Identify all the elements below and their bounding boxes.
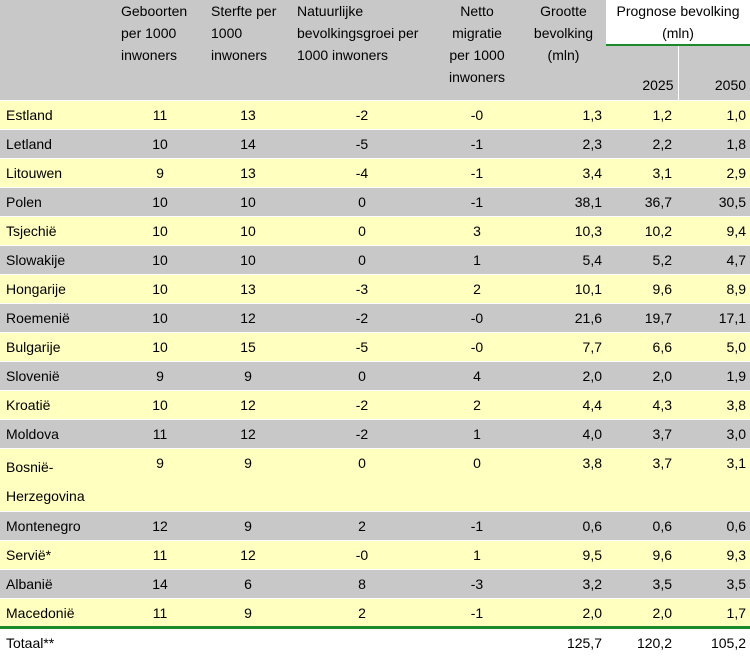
table-row — [0, 304, 750, 333]
table-row — [0, 275, 750, 304]
forecast-2050-cell: 17,1 — [676, 304, 750, 333]
table-row — [0, 512, 750, 541]
migration-cell: -1 — [433, 159, 521, 188]
total-2050: 105,2 — [676, 628, 750, 657]
births-cell: 9 — [115, 449, 205, 512]
size-cell: 3,2 — [521, 570, 606, 599]
births-cell: 12 — [115, 512, 205, 541]
deaths-cell: 15 — [205, 333, 291, 362]
births-cell: 14 — [115, 570, 205, 599]
deaths-cell: 14 — [205, 130, 291, 159]
table-row — [0, 333, 750, 362]
forecast-2050-cell: 3,8 — [676, 391, 750, 420]
forecast-2025-cell: 2,2 — [606, 130, 676, 159]
size-cell: 2,0 — [521, 599, 606, 628]
forecast-2050-cell: 5,0 — [676, 333, 750, 362]
country-cell: Slovenië — [0, 362, 115, 391]
deaths-cell: 10 — [205, 246, 291, 275]
forecast-2050-cell: 2,9 — [676, 159, 750, 188]
births-cell: 10 — [115, 333, 205, 362]
natural-growth-cell: 8 — [291, 570, 433, 599]
size-cell: 7,7 — [521, 333, 606, 362]
natural-growth-cell: 0 — [291, 362, 433, 391]
deaths-cell: 9 — [205, 599, 291, 628]
table-row — [0, 420, 750, 449]
natural-growth-cell: -5 — [291, 333, 433, 362]
forecast-2025-cell: 0,6 — [606, 512, 676, 541]
deaths-cell: 12 — [205, 541, 291, 570]
forecast-2050-cell: 1,7 — [676, 599, 750, 628]
forecast-2050-cell: 3,0 — [676, 420, 750, 449]
births-cell: 10 — [115, 304, 205, 333]
deaths-cell: 9 — [205, 362, 291, 391]
natural-growth-cell: 0 — [291, 246, 433, 275]
births-cell: 10 — [115, 188, 205, 217]
table-row — [0, 599, 750, 628]
country-cell: Tsjechië — [0, 217, 115, 246]
deaths-cell: 13 — [205, 275, 291, 304]
size-cell: 9,5 — [521, 541, 606, 570]
forecast-2025-cell: 3,7 — [606, 420, 676, 449]
migration-cell: 2 — [433, 391, 521, 420]
size-cell: 38,1 — [521, 188, 606, 217]
header-deaths: Sterfte per 1000 inwoners — [205, 0, 291, 101]
deaths-cell: 12 — [205, 304, 291, 333]
table-row — [0, 362, 750, 391]
natural-growth-cell: -3 — [291, 275, 433, 304]
forecast-2050-cell: 4,7 — [676, 246, 750, 275]
country-cell: Albanië — [0, 570, 115, 599]
country-cell: Letland — [0, 130, 115, 159]
country-cell: Montenegro — [0, 512, 115, 541]
deaths-cell: 9 — [205, 449, 291, 512]
natural-growth-cell: 2 — [291, 512, 433, 541]
size-cell: 0,6 — [521, 512, 606, 541]
country-cell: Estland — [0, 101, 115, 130]
natural-growth-cell: -2 — [291, 391, 433, 420]
forecast-2025-cell: 3,1 — [606, 159, 676, 188]
size-cell: 5,4 — [521, 246, 606, 275]
country-cell: Bosnië- Herzegovina — [0, 449, 115, 512]
births-cell: 11 — [115, 541, 205, 570]
deaths-cell: 13 — [205, 101, 291, 130]
deaths-cell: 12 — [205, 420, 291, 449]
size-cell: 4,0 — [521, 420, 606, 449]
total-label: Totaal** — [0, 628, 115, 657]
table-row — [0, 449, 750, 512]
size-cell: 4,4 — [521, 391, 606, 420]
header-year-2050: 2050 — [714, 77, 747, 93]
births-cell: 11 — [115, 420, 205, 449]
births-cell: 11 — [115, 101, 205, 130]
births-cell: 10 — [115, 246, 205, 275]
natural-growth-cell: -2 — [291, 304, 433, 333]
country-cell: Bulgarije — [0, 333, 115, 362]
table-row — [0, 541, 750, 570]
deaths-cell: 6 — [205, 570, 291, 599]
table-row — [0, 101, 750, 130]
header-row — [0, 0, 750, 101]
size-cell: 10,1 — [521, 275, 606, 304]
table-row — [0, 391, 750, 420]
births-cell: 9 — [115, 362, 205, 391]
size-cell: 3,4 — [521, 159, 606, 188]
migration-cell: 2 — [433, 275, 521, 304]
forecast-2025-cell: 5,2 — [606, 246, 676, 275]
forecast-2050-cell: 3,1 — [676, 449, 750, 512]
forecast-2050-cell: 3,5 — [676, 570, 750, 599]
table-row — [0, 188, 750, 217]
natural-growth-cell: 0 — [291, 217, 433, 246]
births-cell: 10 — [115, 275, 205, 304]
size-cell: 3,8 — [521, 449, 606, 512]
country-cell: Litouwen — [0, 159, 115, 188]
header-births: Geboorten per 1000 inwoners — [115, 0, 205, 101]
forecast-2025-cell: 2,0 — [606, 362, 676, 391]
size-cell: 10,3 — [521, 217, 606, 246]
migration-cell: 1 — [433, 420, 521, 449]
header-country — [0, 0, 115, 101]
natural-growth-cell: -2 — [291, 101, 433, 130]
size-cell: 1,3 — [521, 101, 606, 130]
deaths-cell: 12 — [205, 391, 291, 420]
forecast-2025-cell: 4,3 — [606, 391, 676, 420]
country-cell: Polen — [0, 188, 115, 217]
forecast-2025-cell: 36,7 — [606, 188, 676, 217]
deaths-cell: 10 — [205, 188, 291, 217]
forecast-2050-cell: 1,8 — [676, 130, 750, 159]
natural-growth-cell: 2 — [291, 599, 433, 628]
births-cell: 10 — [115, 130, 205, 159]
natural-growth-cell: -0 — [291, 541, 433, 570]
births-cell: 10 — [115, 217, 205, 246]
table-row — [0, 130, 750, 159]
forecast-2050-cell: 8,9 — [676, 275, 750, 304]
header-net-migration: Netto migratie per 1000 inwoners — [433, 0, 521, 101]
forecast-2025-cell: 10,2 — [606, 217, 676, 246]
header-natural-growth: Natuurlijke bevolkingsgroei per 1000 inwoners — [291, 0, 433, 101]
header-year-2025: 2025 — [606, 46, 679, 100]
country-cell: Hongarije — [0, 275, 115, 304]
country-cell: Moldova — [0, 420, 115, 449]
births-cell: 10 — [115, 391, 205, 420]
total-2025: 120,2 — [606, 628, 676, 657]
header-forecast — [606, 0, 750, 101]
forecast-2050-cell: 9,3 — [676, 541, 750, 570]
migration-cell: 4 — [433, 362, 521, 391]
forecast-2050-cell: 9,4 — [676, 217, 750, 246]
migration-cell: -1 — [433, 188, 521, 217]
deaths-cell: 13 — [205, 159, 291, 188]
natural-growth-cell: -4 — [291, 159, 433, 188]
migration-cell: -0 — [433, 101, 521, 130]
forecast-2025-cell: 1,2 — [606, 101, 676, 130]
forecast-title: Prognose bevolking (mln) — [606, 0, 750, 46]
forecast-2025-cell: 19,7 — [606, 304, 676, 333]
migration-cell: -0 — [433, 304, 521, 333]
table-row — [0, 570, 750, 599]
natural-growth-cell: -2 — [291, 420, 433, 449]
deaths-cell: 10 — [205, 217, 291, 246]
migration-cell: -1 — [433, 130, 521, 159]
table-row — [0, 159, 750, 188]
header-population-size: Grootte bevolking (mln) — [521, 0, 606, 101]
country-cell: Slowakije — [0, 246, 115, 275]
forecast-2050-cell: 30,5 — [676, 188, 750, 217]
migration-cell: -3 — [433, 570, 521, 599]
table-row — [0, 246, 750, 275]
natural-growth-cell: -5 — [291, 130, 433, 159]
table-body — [0, 101, 750, 628]
country-cell: Servië* — [0, 541, 115, 570]
forecast-2050-cell: 1,0 — [676, 101, 750, 130]
forecast-2025-cell: 9,6 — [606, 541, 676, 570]
natural-growth-cell: 0 — [291, 188, 433, 217]
forecast-years — [606, 46, 750, 100]
migration-cell: 0 — [433, 449, 521, 512]
forecast-2025-cell: 3,5 — [606, 570, 676, 599]
births-cell: 9 — [115, 159, 205, 188]
migration-cell: 1 — [433, 541, 521, 570]
deaths-cell: 9 — [205, 512, 291, 541]
total-size: 125,7 — [521, 628, 606, 657]
table-row — [0, 217, 750, 246]
forecast-2025-cell: 2,0 — [606, 599, 676, 628]
forecast-2025-cell: 9,6 — [606, 275, 676, 304]
migration-cell: -1 — [433, 512, 521, 541]
forecast-2050-cell: 1,9 — [676, 362, 750, 391]
size-cell: 21,6 — [521, 304, 606, 333]
country-cell: Macedonië — [0, 599, 115, 628]
size-cell: 2,3 — [521, 130, 606, 159]
migration-cell: -1 — [433, 599, 521, 628]
forecast-2025-cell: 3,7 — [606, 449, 676, 512]
country-cell: Roemenië — [0, 304, 115, 333]
births-cell: 11 — [115, 599, 205, 628]
forecast-2050-cell: 0,6 — [676, 512, 750, 541]
migration-cell: 1 — [433, 246, 521, 275]
natural-growth-cell: 0 — [291, 449, 433, 512]
total-row — [0, 628, 750, 657]
country-cell: Kroatië — [0, 391, 115, 420]
size-cell: 2,0 — [521, 362, 606, 391]
migration-cell: -0 — [433, 333, 521, 362]
forecast-2025-cell: 6,6 — [606, 333, 676, 362]
migration-cell: 3 — [433, 217, 521, 246]
